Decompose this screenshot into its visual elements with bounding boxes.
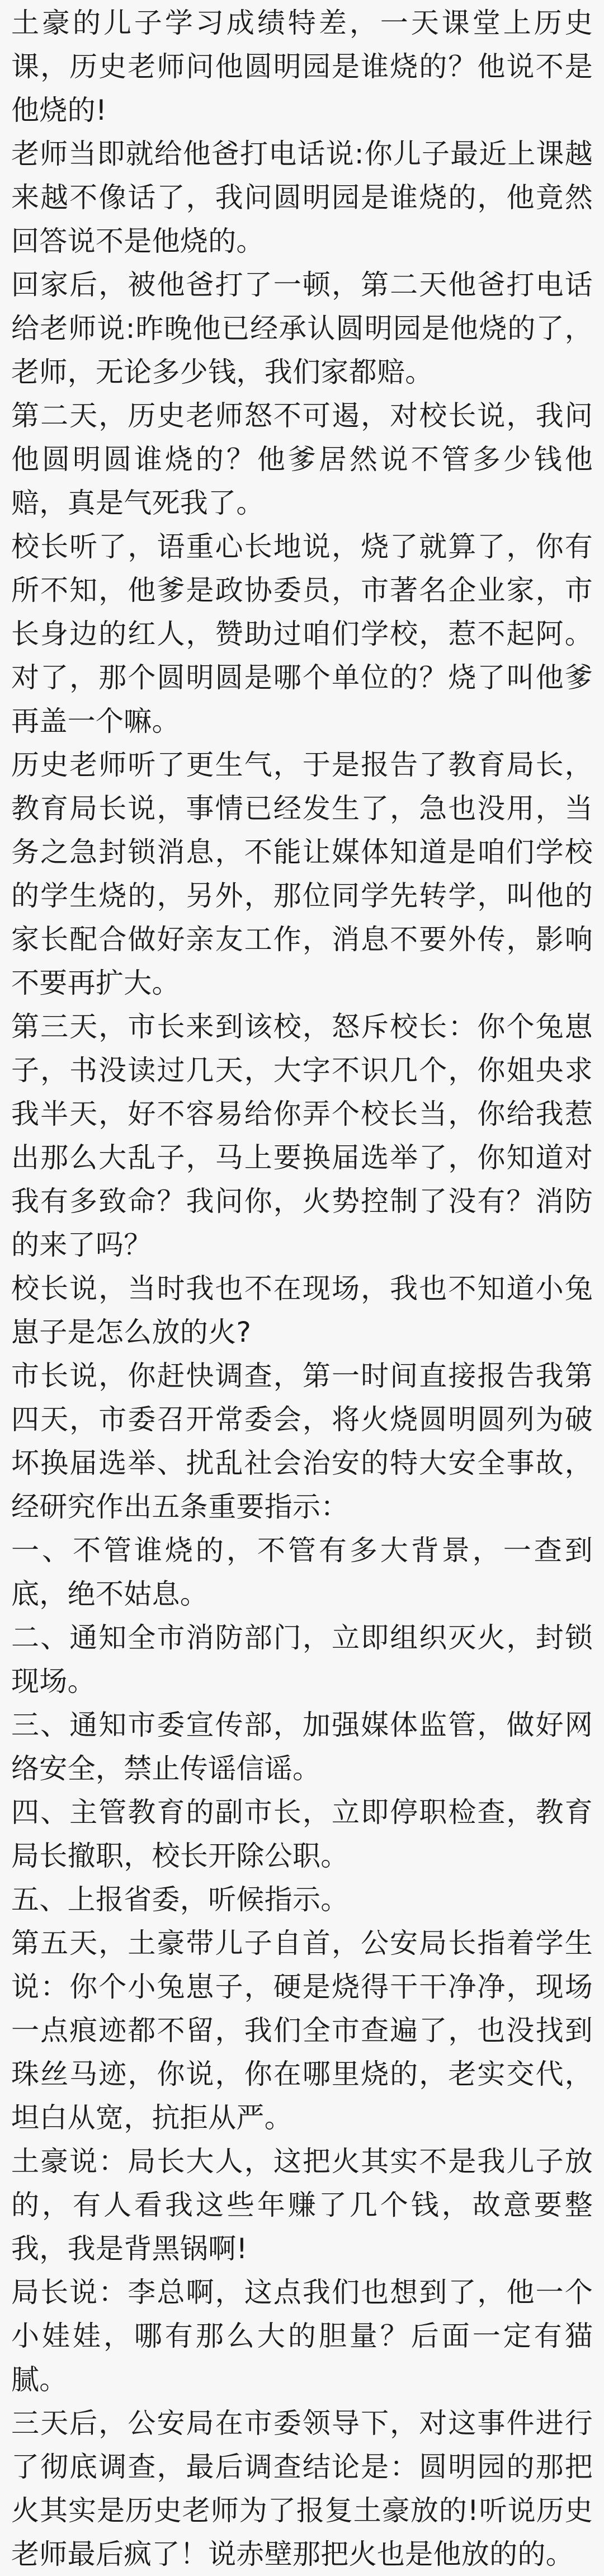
paragraph-1: 土豪的儿子学习成绩特差，一天课堂上历史课，历史老师问他圆明园是谁烧的？他说不是他烧的! [11,7,593,126]
paragraph-17: 局长说：李总啊，这点我们也想到了，他一个小娃娃，哪有那么大的胆量？后面一定有猫腻。 [11,2276,593,2396]
paragraph-7: 第三天，市长来到该校，怒斥校长：你个兔崽子，书没读过几天，大字不识几个，你姐央求我半天，好不容易给你弄个校长当，你给我惹出那么大乱子，马上要换届选举了，你知道对我有多致命？我问你，火势控制了没有？消防的来了吗？ [11,1010,593,1261]
paragraph-18: 三天后，公安局在市委领导下，对这事件进行了彻底调查，最后调查结论是：圆明园的那把火其实是历史老师为了报复土豪放的!听说历史老师最后疯了！说赤壁那把火也是他放的的。 [11,2407,593,2570]
paragraph-16: 土豪说：局长大人，这把火其实不是我儿子放的，有人看我这些年赚了几个钱，故意要整我，我是背黑锅啊! [11,2145,593,2265]
paragraph-3: 回家后，被他爸打了一顿，第二天他爸打电话给老师说:昨晚他已经承认圆明园是他烧的了，老师，无论多少钱，我们家都赔。 [11,269,593,388]
paragraph-5: 校长听了，语重心长地说，烧了就算了，你有所不知，他爹是政协委员，市著名企业家，市长身边的红人，赞助过咱们学校，惹不起阿。对了，那个圆明圆是哪个单位的？烧了叫他爹再盖一个嘛。 [11,530,593,737]
directive-3: 三、通知市委宣传部，加强媒体监管，做好网络安全，禁止传谣信谣。 [11,1709,593,1785]
paragraph-15: 第五天，土豪带儿子自首，公安局长指着学生说：你个小兔崽子，硬是烧得干干净净，现场一点痕迹都不留，我们全市查遍了，也没找到珠丝马迹，你说，你在哪里烧的，老实交代，坦白从宽，抗拒从严。 [11,1927,593,2134]
paragraph-4: 第二天，历史老师怒不可遏，对校长说，我问他圆明圆谁烧的？他爹居然说不管多少钱他赔，真是气死我了。 [11,399,593,519]
paragraph-8: 校长说，当时我也不在现场，我也不知道小兔崽子是怎么放的火? [11,1272,593,1348]
directive-2: 二、通知全市消防部门，立即组织灭火，封锁现场。 [11,1621,593,1698]
paragraph-9: 市长说，你赶快调查，第一时间直接报告我第四天，市委召开常委会，将火烧圆明圆列为破坏换届选举、扰乱社会治安的特大安全事故，经研究作出五条重要指示： [11,1360,593,1523]
directive-4: 四、主管教育的副市长，立即停职检查，教育局长撤职，校长开除公职。 [11,1796,593,1872]
directive-5: 五、上报省委，听候指示。 [11,1883,349,1916]
paragraph-6: 历史老师听了更生气，于是报告了教育局长，教育局长说，事情已经发生了，急也没用，当务之急封锁消息，不能让媒体知道是咱们学校的学生烧的，另外，那位同学先转学，叫他的家长配合做好亲友工作，消息不要外传，影响不要再扩大。 [11,749,593,999]
paragraph-2: 老师当即就给他爸打电话说:你儿子最近上课越来越不像话了，我问圆明园是谁烧的，他竟然回答说不是他烧的。 [11,138,593,257]
directive-1: 一、不管谁烧的，不管有多大背景，一查到底，绝不姑息。 [11,1534,593,1610]
